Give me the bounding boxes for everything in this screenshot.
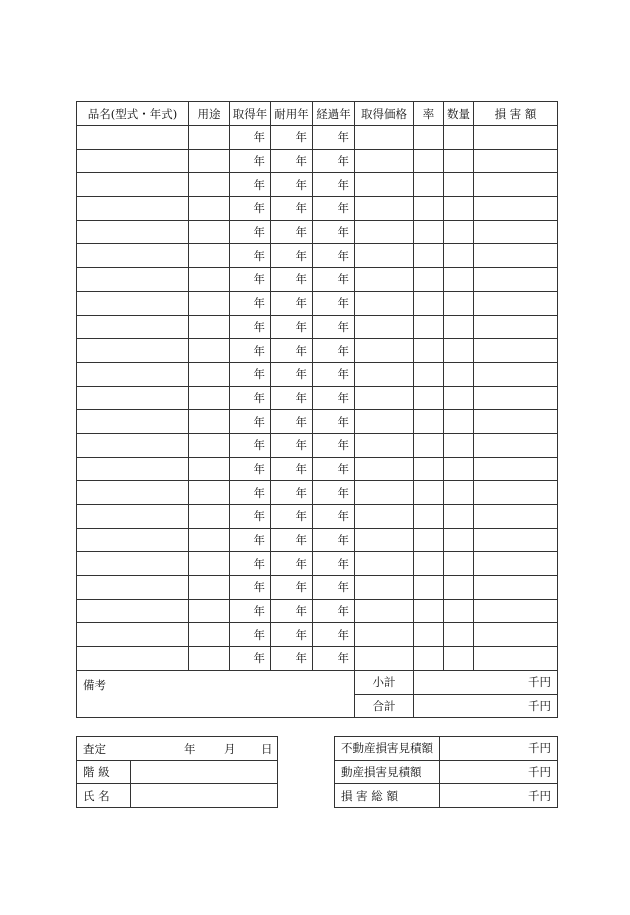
acq-year-cell[interactable]: 年 [230,220,271,244]
life-years-cell[interactable]: 年 [271,386,313,410]
life-years-cell[interactable]: 年 [271,362,313,386]
qty-cell[interactable] [444,291,474,315]
remarks-label: 備考 [83,677,106,692]
item-name-cell[interactable] [77,552,189,576]
use-cell[interactable] [189,576,230,600]
qty-cell[interactable] [444,623,474,647]
movable-value[interactable]: 千円 [440,760,558,784]
rate-cell[interactable] [414,244,444,268]
header-row [77,102,558,126]
life-years-cell[interactable]: 年 [271,339,313,363]
elapsed-years-cell[interactable]: 年 [313,315,355,339]
qty-cell[interactable] [444,315,474,339]
table-row [77,410,558,434]
rate-cell[interactable] [414,410,444,434]
item-name-cell[interactable] [77,126,189,150]
item-name-cell[interactable] [77,268,189,292]
life-years-cell[interactable]: 年 [271,149,313,173]
use-cell[interactable] [189,362,230,386]
qty-cell[interactable] [444,599,474,623]
acq-price-cell[interactable] [355,339,414,363]
qty-cell[interactable] [444,457,474,481]
elapsed-years-cell[interactable]: 年 [313,576,355,600]
rate-cell[interactable] [414,528,444,552]
acq-year-cell[interactable]: 年 [230,173,271,197]
rate-cell[interactable] [414,647,444,671]
use-cell[interactable] [189,315,230,339]
life-years-cell[interactable]: 年 [271,481,313,505]
elapsed-years-cell[interactable]: 年 [313,126,355,150]
table-row [77,362,558,386]
elapsed-years-cell[interactable]: 年 [313,362,355,386]
assessment-date-field[interactable] [77,737,278,761]
rate-cell[interactable] [414,173,444,197]
life-years-cell[interactable]: 年 [271,528,313,552]
assessment-year-unit: 年 [184,742,196,756]
acq-price-cell[interactable] [355,623,414,647]
acq-year-cell[interactable]: 年 [230,339,271,363]
life-years-cell[interactable]: 年 [271,126,313,150]
acq-year-cell[interactable]: 年 [230,623,271,647]
item-name-cell[interactable] [77,315,189,339]
damage-cell[interactable] [474,149,558,173]
acq-year-cell[interactable]: 年 [230,197,271,221]
item-name-cell[interactable] [77,291,189,315]
acq-price-cell[interactable] [355,362,414,386]
damage-cell[interactable] [474,481,558,505]
use-cell[interactable] [189,220,230,244]
use-cell[interactable] [189,552,230,576]
item-name-cell[interactable] [77,197,189,221]
acq-price-cell[interactable] [355,291,414,315]
damage-cell[interactable] [474,291,558,315]
assessment-label: 査定 [83,742,106,756]
item-name-cell[interactable] [77,433,189,457]
acq-price-cell[interactable] [355,386,414,410]
qty-cell[interactable] [444,433,474,457]
damage-cell[interactable] [474,362,558,386]
life-years-cell[interactable]: 年 [271,505,313,529]
acq-price-cell[interactable] [355,173,414,197]
qty-cell[interactable] [444,576,474,600]
item-name-cell[interactable] [77,244,189,268]
rate-cell[interactable] [414,386,444,410]
acq-year-cell[interactable]: 年 [230,386,271,410]
total-label: 合計 [355,694,414,718]
assessment-month-unit: 月 [224,742,236,756]
life-years-cell[interactable]: 年 [271,410,313,434]
subtotal-value[interactable]: 千円 [414,670,558,694]
life-years-cell[interactable]: 年 [271,268,313,292]
rank-row [77,760,278,784]
qty-cell[interactable] [444,126,474,150]
elapsed-years-cell[interactable]: 年 [313,457,355,481]
acq-price-cell[interactable] [355,244,414,268]
item-name-cell[interactable] [77,576,189,600]
use-cell[interactable] [189,528,230,552]
rate-cell[interactable] [414,339,444,363]
acq-year-cell[interactable]: 年 [230,552,271,576]
use-cell[interactable] [189,244,230,268]
damage-cell[interactable] [474,410,558,434]
damage-cell[interactable] [474,339,558,363]
acq-year-cell[interactable]: 年 [230,599,271,623]
acq-price-cell[interactable] [355,410,414,434]
acq-year-cell[interactable]: 年 [230,481,271,505]
item-name-cell[interactable] [77,220,189,244]
acq-price-cell[interactable] [355,149,414,173]
name-field[interactable] [131,784,278,808]
use-cell[interactable] [189,386,230,410]
elapsed-years-cell[interactable]: 年 [313,481,355,505]
elapsed-years-cell[interactable]: 年 [313,386,355,410]
life-years-cell[interactable]: 年 [271,599,313,623]
elapsed-years-cell[interactable]: 年 [313,647,355,671]
rate-cell[interactable] [414,505,444,529]
acq-price-cell[interactable] [355,220,414,244]
acq-year-cell[interactable]: 年 [230,126,271,150]
damage-cell[interactable] [474,173,558,197]
table-row [77,457,558,481]
damage-total-value[interactable]: 千円 [440,784,558,808]
acq-price-cell[interactable] [355,647,414,671]
qty-cell[interactable] [444,220,474,244]
acq-year-cell[interactable]: 年 [230,244,271,268]
qty-cell[interactable] [444,528,474,552]
rate-cell[interactable] [414,576,444,600]
rate-cell[interactable] [414,623,444,647]
rate-cell[interactable] [414,315,444,339]
elapsed-years-cell[interactable]: 年 [313,268,355,292]
acq-year-cell[interactable]: 年 [230,315,271,339]
damage-cell[interactable] [474,647,558,671]
damage-total-label: 損 害 総 額 [335,784,440,808]
item-name-cell[interactable] [77,362,189,386]
table-row [77,647,558,671]
table-row [77,268,558,292]
rate-cell[interactable] [414,291,444,315]
life-years-cell[interactable]: 年 [271,244,313,268]
item-name-cell[interactable] [77,623,189,647]
table-row [77,552,558,576]
table-row [77,244,558,268]
real-estate-value[interactable]: 千円 [440,737,558,761]
header-item: 品名(型式・年式) [77,102,189,126]
table-row [77,623,558,647]
acq-price-cell[interactable] [355,457,414,481]
acq-year-cell[interactable]: 年 [230,576,271,600]
life-years-cell[interactable]: 年 [271,576,313,600]
elapsed-years-cell[interactable]: 年 [313,410,355,434]
table-row [77,220,558,244]
elapsed-years-cell[interactable]: 年 [313,244,355,268]
use-cell[interactable] [189,339,230,363]
life-years-cell[interactable]: 年 [271,291,313,315]
item-name-cell[interactable] [77,457,189,481]
rate-cell[interactable] [414,268,444,292]
acq-year-cell[interactable]: 年 [230,291,271,315]
rate-cell[interactable] [414,220,444,244]
acq-price-cell[interactable] [355,576,414,600]
acq-price-cell[interactable] [355,505,414,529]
damage-cell[interactable] [474,268,558,292]
acq-year-cell[interactable]: 年 [230,505,271,529]
acq-year-cell[interactable]: 年 [230,433,271,457]
subtotal-label: 小計 [355,670,414,694]
item-name-cell[interactable] [77,339,189,363]
item-name-cell[interactable] [77,410,189,434]
acq-year-cell[interactable]: 年 [230,647,271,671]
table-row [77,197,558,221]
header-elapsed-years: 経過年 [313,102,355,126]
table-row [77,339,558,363]
elapsed-years-cell[interactable]: 年 [313,339,355,363]
damage-cell[interactable] [474,528,558,552]
item-name-cell[interactable] [77,505,189,529]
elapsed-years-cell[interactable]: 年 [313,599,355,623]
elapsed-years-cell[interactable]: 年 [313,220,355,244]
acq-year-cell[interactable]: 年 [230,457,271,481]
damage-cell[interactable] [474,457,558,481]
damage-cell[interactable] [474,623,558,647]
qty-cell[interactable] [444,386,474,410]
life-years-cell[interactable]: 年 [271,197,313,221]
acq-price-cell[interactable] [355,481,414,505]
subtotal-row [77,670,558,694]
table-row [77,505,558,529]
rate-cell[interactable] [414,149,444,173]
acq-price-cell[interactable] [355,197,414,221]
life-years-cell[interactable]: 年 [271,623,313,647]
use-cell[interactable] [189,505,230,529]
qty-cell[interactable] [444,268,474,292]
rate-cell[interactable] [414,599,444,623]
damage-cell[interactable] [474,220,558,244]
life-years-cell[interactable]: 年 [271,457,313,481]
rate-cell[interactable] [414,197,444,221]
use-cell[interactable] [189,173,230,197]
acq-year-cell[interactable]: 年 [230,528,271,552]
header-rate: 率 [414,102,444,126]
use-cell[interactable] [189,410,230,434]
elapsed-years-cell[interactable]: 年 [313,173,355,197]
qty-cell[interactable] [444,647,474,671]
table-row [77,528,558,552]
header-damage: 損 害 額 [474,102,558,126]
rank-field[interactable] [131,760,278,784]
acq-year-cell[interactable]: 年 [230,149,271,173]
item-name-cell[interactable] [77,599,189,623]
use-cell[interactable] [189,647,230,671]
damage-cell[interactable] [474,126,558,150]
rate-cell[interactable] [414,552,444,576]
header-acq-year: 取得年 [230,102,271,126]
real-estate-label: 不動産損害見積額 [335,737,440,761]
acq-price-cell[interactable] [355,433,414,457]
use-cell[interactable] [189,623,230,647]
assessment-day-unit: 日 [261,742,273,756]
elapsed-years-cell[interactable]: 年 [313,505,355,529]
qty-cell[interactable] [444,481,474,505]
total-value[interactable]: 千円 [414,694,558,718]
table-row [77,599,558,623]
name-row [77,784,278,808]
life-years-cell[interactable]: 年 [271,433,313,457]
damage-items-table [76,101,558,718]
damage-cell[interactable] [474,505,558,529]
damage-cell[interactable] [474,386,558,410]
rate-cell[interactable] [414,126,444,150]
qty-cell[interactable] [444,149,474,173]
table-row [77,386,558,410]
elapsed-years-cell[interactable]: 年 [313,623,355,647]
use-cell[interactable] [189,291,230,315]
qty-cell[interactable] [444,362,474,386]
use-cell[interactable] [189,599,230,623]
damage-summary-table [334,736,558,808]
elapsed-years-cell[interactable]: 年 [313,552,355,576]
qty-cell[interactable] [444,244,474,268]
header-acq-price: 取得価格 [355,102,414,126]
remarks-field[interactable] [77,670,355,717]
rate-cell[interactable] [414,481,444,505]
life-years-cell[interactable]: 年 [271,647,313,671]
damage-cell[interactable] [474,315,558,339]
item-name-cell[interactable] [77,149,189,173]
acq-price-cell[interactable] [355,268,414,292]
elapsed-years-cell[interactable]: 年 [313,149,355,173]
qty-cell[interactable] [444,197,474,221]
qty-cell[interactable] [444,173,474,197]
damage-cell[interactable] [474,552,558,576]
life-years-cell[interactable]: 年 [271,220,313,244]
use-cell[interactable] [189,457,230,481]
table-row [77,126,558,150]
rate-cell[interactable] [414,457,444,481]
header-use: 用途 [189,102,230,126]
damage-cell[interactable] [474,244,558,268]
life-years-cell[interactable]: 年 [271,315,313,339]
assessment-date-row [77,737,278,761]
rank-label: 階 級 [77,760,131,784]
damage-cell[interactable] [474,433,558,457]
acq-price-cell[interactable] [355,315,414,339]
table-row [77,433,558,457]
acq-price-cell[interactable] [355,528,414,552]
table-row [77,149,558,173]
use-cell[interactable] [189,268,230,292]
acq-year-cell[interactable]: 年 [230,268,271,292]
item-name-cell[interactable] [77,386,189,410]
table-row [77,481,558,505]
elapsed-years-cell[interactable]: 年 [313,291,355,315]
damage-total-row [335,784,558,808]
table-row [77,315,558,339]
elapsed-years-cell[interactable]: 年 [313,528,355,552]
damage-cell[interactable] [474,197,558,221]
acq-price-cell[interactable] [355,126,414,150]
damage-cell[interactable] [474,576,558,600]
elapsed-years-cell[interactable]: 年 [313,197,355,221]
life-years-cell[interactable]: 年 [271,552,313,576]
name-label: 氏 名 [77,784,131,808]
item-name-cell[interactable] [77,528,189,552]
rate-cell[interactable] [414,433,444,457]
real-estate-row [335,737,558,761]
rate-cell[interactable] [414,362,444,386]
life-years-cell[interactable]: 年 [271,173,313,197]
qty-cell[interactable] [444,505,474,529]
damage-cell[interactable] [474,599,558,623]
item-name-cell[interactable] [77,647,189,671]
elapsed-years-cell[interactable]: 年 [313,433,355,457]
header-qty: 数量 [444,102,474,126]
use-cell[interactable] [189,149,230,173]
item-name-cell[interactable] [77,173,189,197]
table-row [77,291,558,315]
acq-year-cell[interactable]: 年 [230,362,271,386]
acq-price-cell[interactable] [355,599,414,623]
item-name-cell[interactable] [77,481,189,505]
movable-label: 動産損害見積額 [335,760,440,784]
acq-price-cell[interactable] [355,552,414,576]
assessment-table [76,736,278,808]
movable-row [335,760,558,784]
use-cell[interactable] [189,126,230,150]
header-life-years: 耐用年 [271,102,313,126]
table-row [77,576,558,600]
table-row [77,173,558,197]
use-cell[interactable] [189,433,230,457]
qty-cell[interactable] [444,410,474,434]
use-cell[interactable] [189,197,230,221]
qty-cell[interactable] [444,552,474,576]
qty-cell[interactable] [444,339,474,363]
use-cell[interactable] [189,481,230,505]
acq-year-cell[interactable]: 年 [230,410,271,434]
